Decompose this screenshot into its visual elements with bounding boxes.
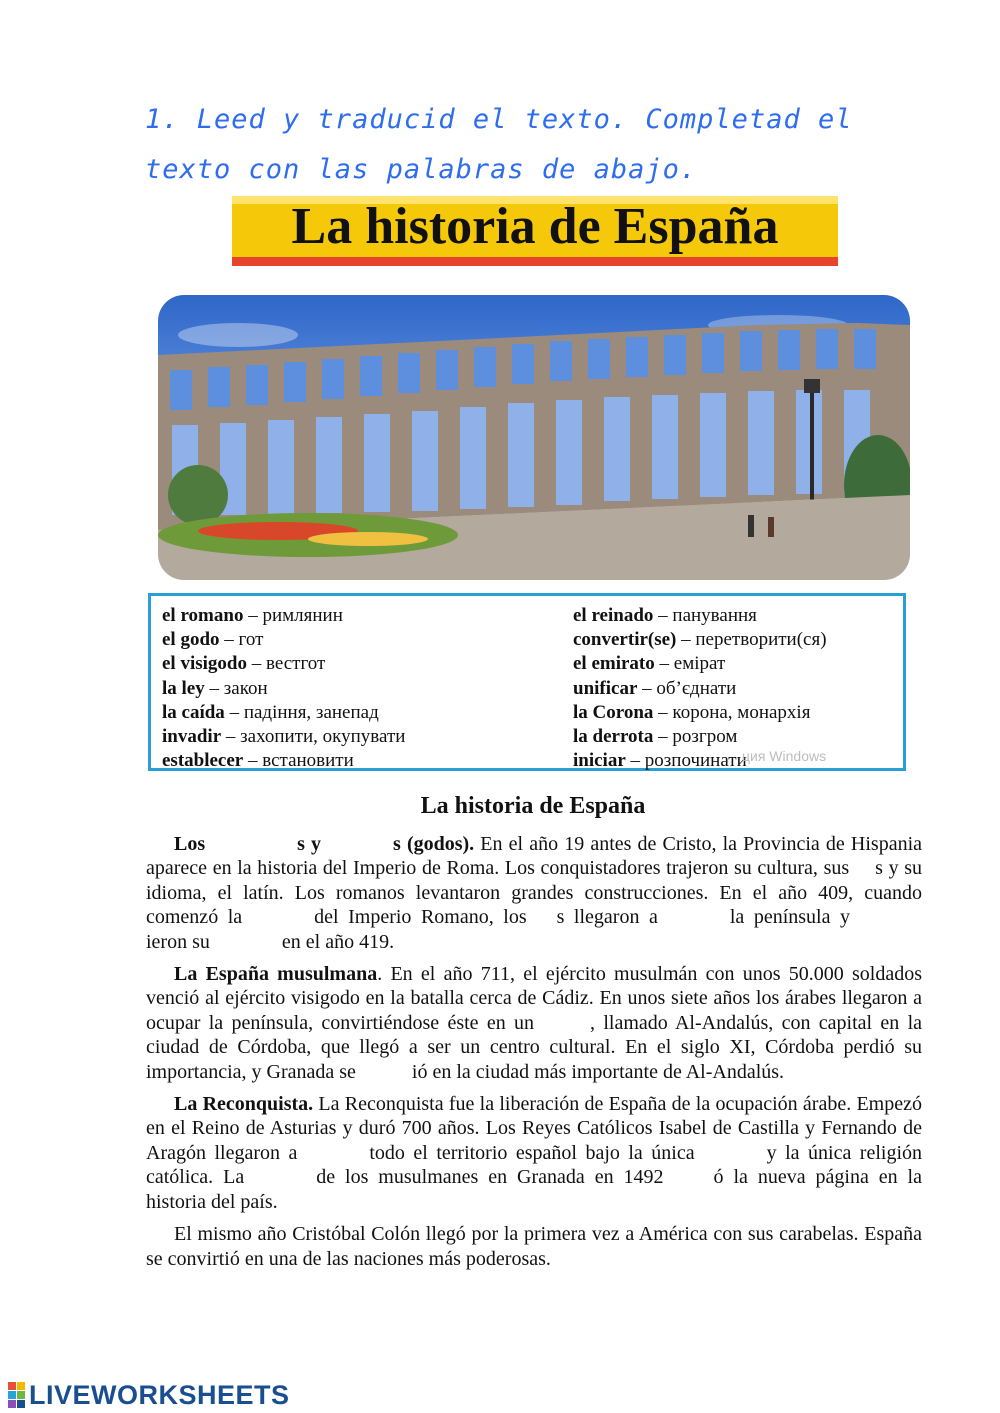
vocab-item: la derrota – розгром — [573, 726, 738, 748]
vocab-item: el reinado – панування — [573, 605, 757, 626]
vocab-item: establecer – встановити — [162, 750, 354, 772]
vocabulary-column-left — [162, 604, 405, 773]
vocab-item: el godo – гот — [162, 629, 264, 651]
liveworksheets-logo — [8, 1380, 290, 1410]
paragraph-espana-musulmana: La España musulmana. En el año 711, el ejército musulmán con unos 50.000 soldados venció al ejército visigodo en la batalla cerca de Cádiz. En unos siete años los árabes llegaron a ocupar la península, convirtiéndose éste en un , llamado Al-Andalús, con capital en la ciudad de Córdoba, que llegó a ser un centro cultural. En el siglo XI, Córdoba perdió su importancia, y Granada se ió en la ciudad más importante de Al-Andalús. — [146, 963, 922, 1083]
vocab-item: convertir(se) – перетворити(ся) — [573, 629, 827, 651]
vocab-item: el romano – римлянин — [162, 605, 343, 626]
title-banner — [232, 196, 838, 266]
windows-watermark: ция Windows — [742, 748, 827, 764]
aqueduct-photo — [158, 295, 910, 580]
paragraph-colon: El mismo año Cristóbal Colón llegó por la primera vez a América con sus carabelas. España se convirtió en una de las naciones más poderosas. — [146, 1223, 922, 1270]
aqueduct-illustration — [158, 295, 910, 580]
paragraph-romanos: Los s y s (godos). En el año 19 antes de Cristo, la Provincia de Hispania aparece en la historia del Imperio de Roma. Los conquistadores trajeron su cultura, sus s y su idioma, el latín. Los romanos levantaron grandes construcciones. En el año 409, cuando comenzó la del Imperio Romano, los s llegaron a la península yieron su en el año 419. — [146, 833, 922, 953]
vocab-item: la ley – закон — [162, 677, 268, 699]
reading-text — [146, 832, 922, 1279]
logo-text: LIVEWORKSHEETS — [29, 1379, 290, 1410]
banner-title: La historia de España — [291, 198, 779, 255]
vocab-item: el emirato – емірат — [573, 653, 726, 675]
vocab-item: la caída – падіння, занепад — [162, 701, 379, 723]
logo-mark-icon — [8, 1382, 25, 1408]
vocab-item: el visigodo – вестгот — [162, 653, 326, 675]
paragraph-reconquista: La Reconquista. La Reconquista fue la liberación de España de la ocupación árabe. Empezó en el Reino de Asturias y duró 700 años. Los Reyes Católicos Isabel de Castilla y Fernando de Aragón llegaron a todo el territorio español bajo la única y la única religión católica. La de los musulmanes en Granada en 1492 ó la nueva página en la historia del país. — [146, 1093, 923, 1213]
instruction-text: 1. Leed y traducid el texto. Completad el texto con las palabras de abajo. — [145, 104, 853, 185]
vocabulary-box — [148, 593, 906, 771]
vocab-item: la Corona – корона, монархія — [573, 701, 811, 723]
text-title: La historia de España — [420, 793, 646, 819]
banner-stripe-bottom — [232, 257, 838, 266]
vocab-item: iniciar – розпочинати — [573, 750, 747, 772]
vocab-item: invadir – захопити, окупувати — [162, 726, 406, 748]
vocab-item: unificar – об’єднати — [573, 677, 737, 699]
